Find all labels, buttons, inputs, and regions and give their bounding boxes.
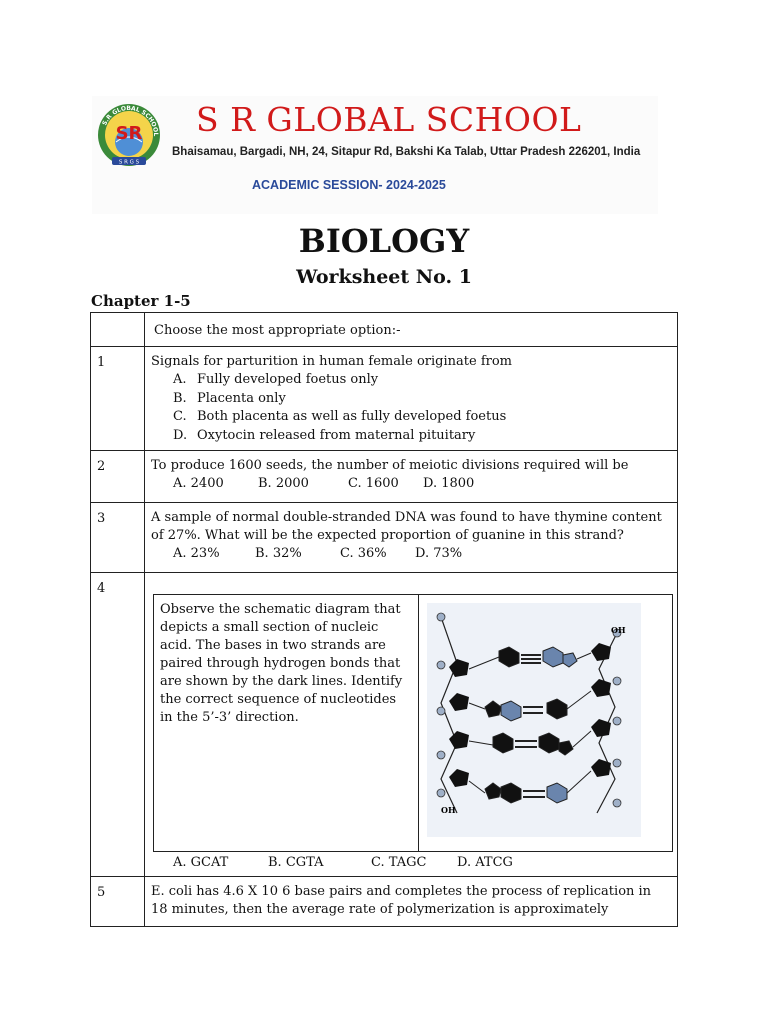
- option-list: [151, 854, 671, 872]
- question-row: [91, 347, 678, 451]
- svg-text:S.R GLOBAL SCHOOL: S.R GLOBAL SCHOOL: [101, 104, 160, 137]
- question-row: [91, 877, 678, 927]
- question-text: To produce 1600 seeds, the number of meiotic divisions required will be: [151, 458, 629, 473]
- academic-session: ACADEMIC SESSION- 2024-2025: [252, 178, 446, 192]
- option-c: C. Both placenta as well as fully developed foetus: [173, 409, 507, 424]
- svg-text:S R G S: S R G S: [118, 159, 140, 166]
- instruction-row: [91, 313, 678, 347]
- question-row: [91, 503, 678, 573]
- option-list: [151, 371, 671, 445]
- dna-diagram: [419, 595, 673, 852]
- instruction-text: Choose the most appropriate option:-: [145, 313, 678, 347]
- option-d: D. 73%: [415, 546, 463, 561]
- option-d: D. Oxytocin released from maternal pituitary: [173, 427, 476, 443]
- option-d: D. 1800: [423, 476, 475, 491]
- subject-title: BIOLOGY: [298, 222, 470, 260]
- question-number: 3: [97, 511, 106, 526]
- question-row: [91, 573, 678, 877]
- question-table: [90, 312, 678, 927]
- question-row: [91, 451, 678, 503]
- option-b: B. 32%: [255, 546, 302, 561]
- option-d: D. ATCG: [457, 855, 513, 870]
- option-a: A. 2400: [173, 476, 224, 491]
- chapter-label: Chapter 1-5: [91, 292, 191, 310]
- school-address: Bhaisamau, Bargadi, NH, 24, Sitapur Rd, Bakshi Ka Talab, Uttar Pradesh 226201, India: [172, 146, 641, 158]
- svg-text:OH: OH: [611, 625, 626, 635]
- option-b: B. Placenta only: [173, 390, 286, 406]
- question-number: 1: [97, 355, 106, 370]
- option-a: A. Fully developed foetus only: [173, 372, 379, 387]
- option-list: [151, 475, 671, 493]
- question-text: Signals for parturition in human female originate from: [151, 354, 513, 369]
- svg-text:SR: SR: [115, 123, 143, 144]
- figure-box: [153, 594, 673, 852]
- option-b: B. CGTA: [268, 855, 324, 870]
- option-c: C. 36%: [340, 546, 387, 561]
- option-a: A. 23%: [173, 546, 220, 561]
- school-logo: [96, 102, 162, 168]
- question-number: 4: [97, 581, 106, 596]
- question-number: 2: [97, 459, 106, 474]
- question-text: A sample of normal double-stranded DNA was found to have thymine content of 27%. What will be the expected proportion of guanine in this strand?: [151, 510, 662, 543]
- svg-text:OH: OH: [441, 805, 456, 815]
- question-number: 5: [97, 885, 106, 900]
- option-c: C. 1600: [348, 476, 399, 491]
- dna-figure-svg: [427, 603, 641, 837]
- option-a: A. GCAT: [173, 855, 229, 870]
- option-b: B. 2000: [258, 476, 309, 491]
- worksheet-title: Worksheet No. 1: [296, 266, 472, 288]
- option-list: [151, 545, 671, 563]
- option-c: C. TAGC: [371, 855, 427, 870]
- question-text: E. coli has 4.6 X 10 6 base pairs and completes the process of replication in 18 minutes, then the average rate of polymerization is approximately: [145, 877, 678, 927]
- school-name: S R GLOBAL SCHOOL: [196, 100, 582, 139]
- question-text: Observe the schematic diagram that depicts a small section of nucleic acid. The bases in two strands are paired through hydrogen bonds that are shown by the dark lines. Identify the correct sequence of nucleotides in the 5’-3’ direction.: [154, 595, 419, 852]
- school-header: [92, 96, 658, 214]
